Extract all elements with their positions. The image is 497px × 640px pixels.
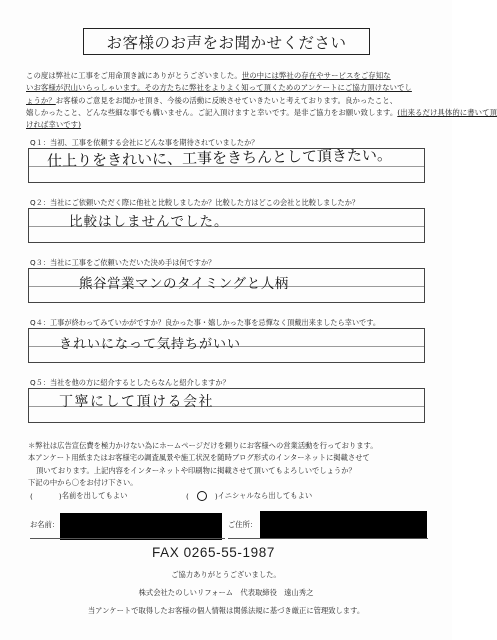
open-paren: (: [186, 491, 189, 501]
intro-underlined-text: ければ幸いです): [26, 120, 82, 130]
question-5-label: Q５：当社を他の方に紹介するとしたらなんと紹介しますか？: [30, 378, 230, 387]
note-line: 本アンケート用紙またはお客様宅の調査風景や施工状況を随時ブログ形式のインターネットに掲載させて: [28, 453, 370, 463]
question-4-label: Q４：工事が終わってみていかがですか？良かった事・嬉しかった事を忌憚なく頂戴出来ましたら幸いです。: [30, 318, 381, 327]
address-field-label: ご住所：: [228, 520, 258, 529]
name-redaction: [60, 513, 222, 540]
thanks-text: ご協力ありがとうございました。: [171, 570, 281, 579]
answer-box-1[interactable]: [28, 145, 425, 183]
question-2-label: Q２：当社にご依頼いただく際に他社と比較しましたか？比較した方はどこの会社と比較しましたか？: [30, 198, 360, 207]
open-paren: (: [30, 491, 33, 501]
address-field-line[interactable]: [228, 538, 428, 539]
company-name: 株式会社たのしいリフォーム 代表取締役 遠山秀之: [138, 588, 314, 597]
intro-underlined-text: 世の中には弊社の存在やサービスをご存知な: [241, 71, 391, 80]
circle-mark-icon: [197, 491, 207, 501]
choice-initials-label: イニシャルなら出してもよい: [217, 491, 313, 500]
intro-underlined-text: ょうか？: [26, 95, 56, 105]
intro-line: [26, 82, 430, 94]
intro-line: [26, 70, 430, 82]
answer-3-handwriting: 熊谷営業マンのタイミングと人柄: [79, 276, 289, 292]
answer-box-3[interactable]: [28, 268, 425, 303]
answer-box-5[interactable]: [28, 388, 425, 423]
publication-note: [28, 440, 432, 490]
close-paren: ): [214, 491, 218, 501]
note-line: 下記の中から〇をお付け下さい。: [28, 478, 138, 488]
intro-line: [26, 107, 497, 119]
privacy-note: 当アンケートで取得したお客様の個人情報は関係法規に基づき厳正に管理致します。: [87, 606, 365, 615]
intro-line: [26, 119, 430, 131]
note-line: 頂いております。上記内容をインターネットや印刷物に掲載させて頂いてもよろしいでしょうか？: [36, 465, 356, 475]
question-3-label: Q３：当社に工事をご依頼いただいた決め手は何ですか？: [30, 258, 216, 267]
choice-name-label: 名前を出してもよい: [61, 491, 128, 500]
choice-name-ok[interactable]: [30, 491, 127, 501]
question-1-label: Q１：当初、工事を依頼する会社にどんな事を期待されていましたか？: [30, 138, 259, 147]
choice-mark-circled[interactable]: [189, 491, 215, 501]
intro-paragraph: [26, 70, 497, 131]
answer-5-handwriting: 丁寧にして頂ける会社: [59, 394, 214, 410]
answer-box-4[interactable]: [28, 328, 425, 363]
answer-box-2[interactable]: [28, 208, 425, 243]
intro-underlined-text: (出来るだけ具体的に書いて頂: [397, 107, 497, 117]
answer-1-handwriting: 仕上りをきれいに、工事をきちんとして頂きたい。: [46, 145, 393, 170]
fax-number: FAX 0265-55-1987: [152, 545, 275, 560]
intro-text: この度は弊社に工事をご用命頂き誠にありがとうございました。: [26, 71, 242, 80]
note-line: ＊弊社は広告宣伝費を極力かけない為にホームページだけを頼りにお客様への営業活動を行っております。: [28, 441, 378, 450]
intro-line: [26, 95, 430, 107]
address-redaction: [260, 511, 427, 539]
close-paren: ): [58, 491, 62, 501]
intro-underlined-text: いお客様が沢山いらっしゃいます。その方たちに弊社をよりよく知って頂くためのアンケートにご協力頂けないでし: [26, 83, 412, 93]
intro-text: お客様のご意見をお聞かせ頂き、今後の活動に反映させていきたいと考えております。良かったこと、: [55, 95, 398, 105]
intro-text: 嬉しかったこと、どんな些細な事でも構いません。ご記入頂けますと幸いです。是非ご協力をお願い致します。: [26, 107, 398, 117]
name-field-line[interactable]: [30, 538, 225, 539]
name-field-label: お名前：: [30, 520, 60, 529]
answer-4-handwriting: きれいになって気持ちがいい: [59, 337, 242, 352]
answer-2-handwriting: 比較はしませんでした。: [69, 214, 229, 230]
survey-title: お客様のお声をお聞かせください: [83, 28, 370, 55]
choice-initials-ok[interactable]: [186, 491, 312, 501]
